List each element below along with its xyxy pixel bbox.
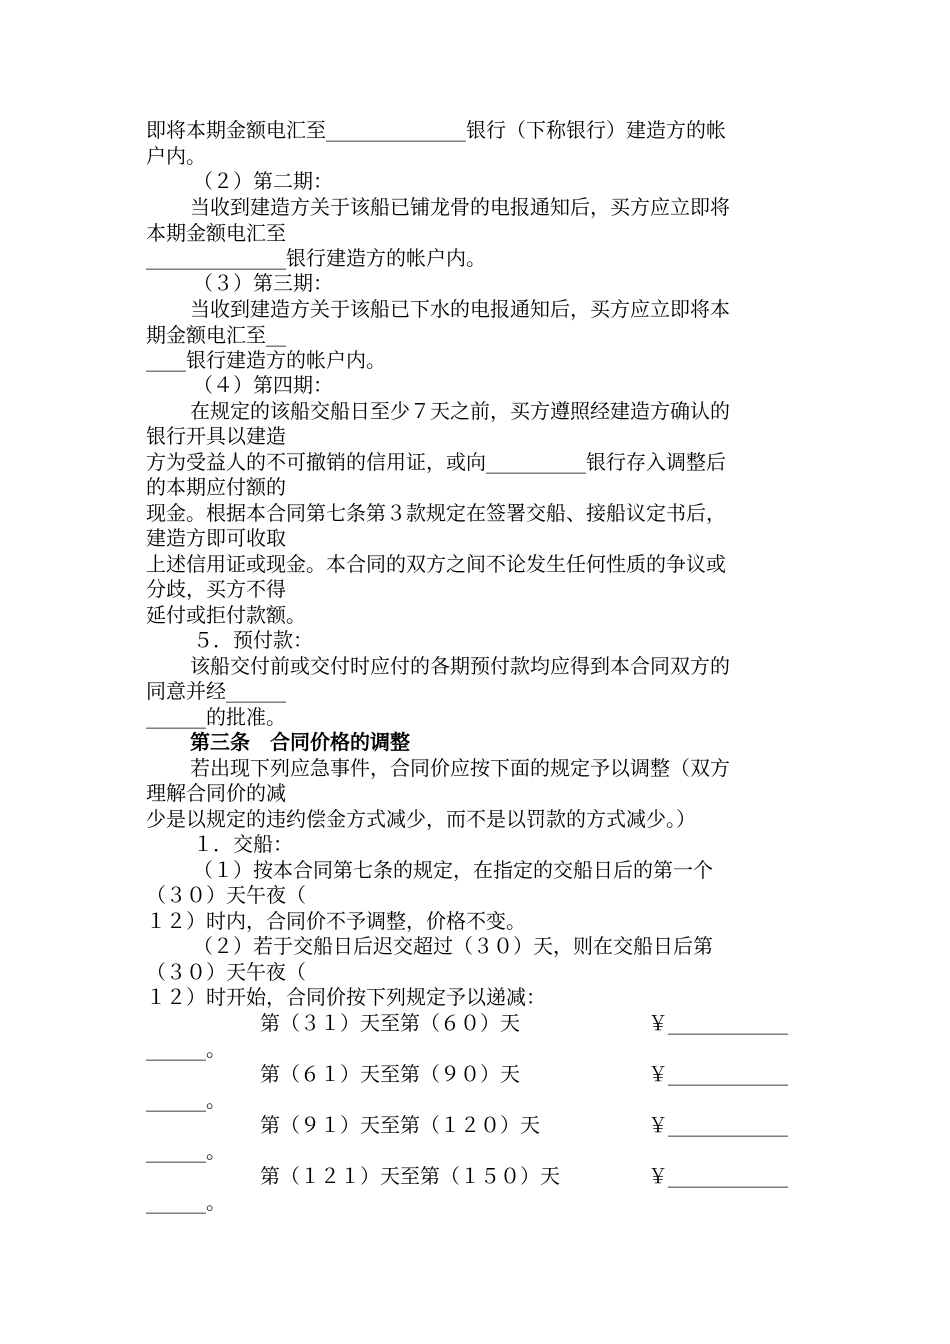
text-line: 分歧，买方不得 <box>146 577 286 601</box>
section-heading: （３）第三期： <box>193 271 333 295</box>
text-line: 方为受益人的不可撤销的信用证，或向__________银行存入调整后 <box>146 450 726 474</box>
text-line: 现金。根据本合同第七条第３款规定在签署交船、接船议定书后， <box>146 501 726 525</box>
text-line: 延付或拒付款额。 <box>146 603 306 627</box>
schedule-tail: ______。 <box>146 1088 226 1112</box>
text-line: （２）若于交船日后迟交超过（３０）天，则在交船日后第 <box>193 934 713 958</box>
schedule-amount-blank: ￥____________ <box>648 1062 788 1086</box>
schedule-tail: ______。 <box>146 1037 226 1061</box>
text-line: 该船交付前或交付时应付的各期预付款均应得到本合同双方的 <box>190 654 730 678</box>
text-line: 的本期应付额的 <box>146 475 286 499</box>
text-line: ______________银行建造方的帐户内。 <box>146 246 486 270</box>
text-line: 理解合同价的减 <box>146 781 286 805</box>
text-line: （３０）天午夜（ <box>146 883 306 907</box>
schedule-period: 第（３１）天至第（６０）天 <box>260 1011 520 1035</box>
text-line: 本期金额电汇至 <box>146 221 286 245</box>
text-line: 当收到建造方关于该船已铺龙骨的电报通知后，买方应立即将 <box>190 195 730 219</box>
text-line: 即将本期金额电汇至______________银行（下称银行）建造方的帐 <box>146 118 726 142</box>
text-line: （３０）天午夜（ <box>146 960 306 984</box>
text-line: ____银行建造方的帐户内。 <box>146 348 386 372</box>
text-line: 同意并经______ <box>146 679 286 703</box>
text-line: 上述信用证或现金。本合同的双方之间不论发生任何性质的争议或 <box>146 552 726 576</box>
section-heading: ５．预付款： <box>193 628 313 652</box>
text-line: 户内。 <box>146 144 206 168</box>
article-heading: 第三条 合同价格的调整 <box>190 730 410 754</box>
text-line: 银行开具以建造 <box>146 424 286 448</box>
text-line: （１）按本合同第七条的规定，在指定的交船日后的第一个 <box>193 858 713 882</box>
section-heading: （２）第二期： <box>193 169 333 193</box>
schedule-period: 第（１２１）天至第（１５０）天 <box>260 1164 560 1188</box>
section-heading: １．交船： <box>193 832 293 856</box>
text-line: ______的批准。 <box>146 705 286 729</box>
text-line: １２）时开始，合同价按下列规定予以递减： <box>146 985 546 1009</box>
schedule-period: 第（９１）天至第（１２０）天 <box>260 1113 540 1137</box>
schedule-period: 第（６１）天至第（９０）天 <box>260 1062 520 1086</box>
text-line: １２）时内，合同价不予调整，价格不变。 <box>146 909 526 933</box>
schedule-tail: ______。 <box>146 1139 226 1163</box>
text-line: 期金额电汇至__ <box>146 323 286 347</box>
text-line: 在规定的该船交船日至少７天之前，买方遵照经建造方确认的 <box>190 399 730 423</box>
text-line: 当收到建造方关于该船已下水的电报通知后，买方应立即将本 <box>190 297 730 321</box>
schedule-amount-blank: ￥____________ <box>648 1164 788 1188</box>
schedule-tail: ______。 <box>146 1190 226 1214</box>
text-line: 建造方即可收取 <box>146 526 286 550</box>
text-line: 少是以规定的违约偿金方式减少，而不是以罚款的方式减少。） <box>146 807 696 831</box>
schedule-amount-blank: ￥____________ <box>648 1113 788 1137</box>
text-line: 若出现下列应急事件，合同价应按下面的规定予以调整（双方 <box>190 756 730 780</box>
schedule-amount-blank: ￥____________ <box>648 1011 788 1035</box>
section-heading: （４）第四期： <box>193 373 333 397</box>
